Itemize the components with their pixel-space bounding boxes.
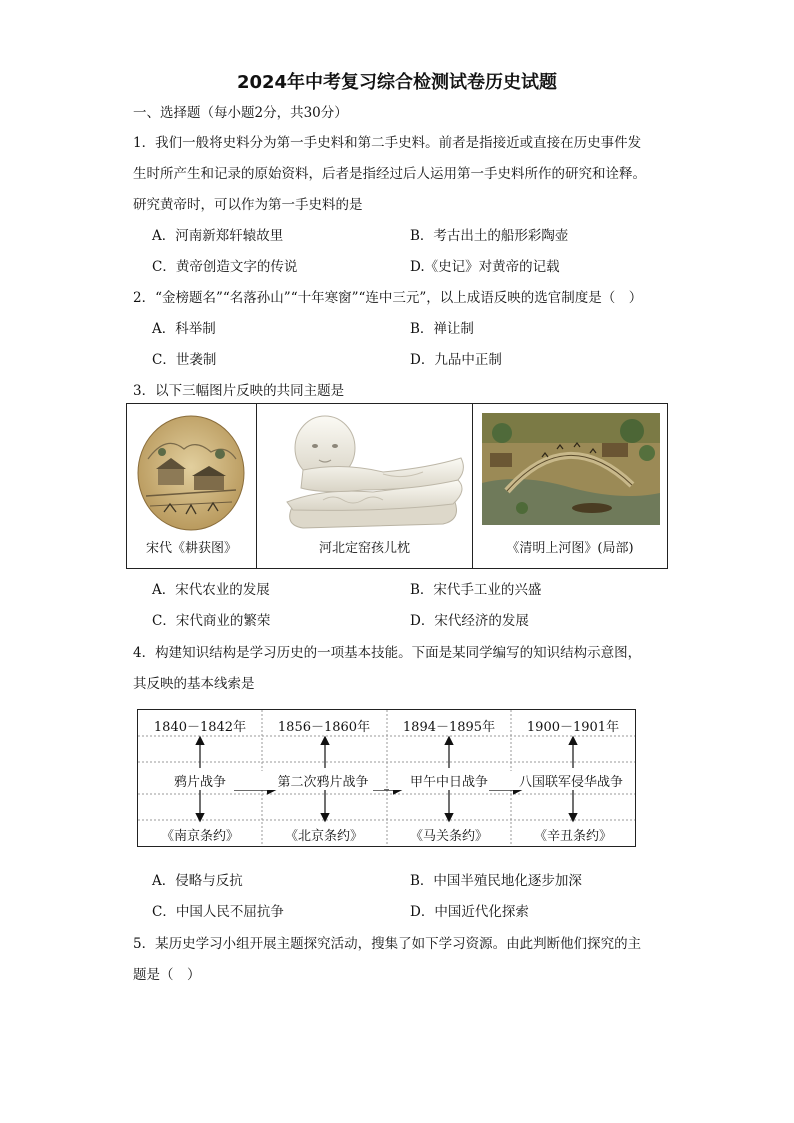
qingming-scroll-image bbox=[482, 413, 660, 525]
q1-option-d[interactable]: D.《史记》对黄帝的记载 bbox=[410, 259, 560, 275]
diagram-war-3: 甲午中日战争 bbox=[389, 771, 509, 790]
q3-option-d[interactable]: D．宋代经济的发展 bbox=[410, 613, 529, 629]
q1-line-3: 研究黄帝时，可以作为第一手史料的是 bbox=[133, 197, 363, 213]
q1-line-1: 1．我们一般将史料分为第一手史料和第二手史料。前者是指接近或直接在历史事件发 bbox=[133, 135, 642, 151]
diagram-year-3: 1894－1895年 bbox=[402, 720, 496, 735]
q3-picture-table bbox=[126, 403, 668, 569]
q4-line-2: 其反映的基本线索是 bbox=[133, 676, 255, 692]
q4-line-1: 4．构建知识结构是学习历史的一项基本技能。下面是某同学编写的知识结构示意图， bbox=[133, 645, 642, 661]
picture-cell-genghuotu bbox=[127, 404, 257, 568]
diagram-year-2: 1856－1860年 bbox=[277, 720, 371, 735]
q3-option-b[interactable]: B．宋代手工业的兴盛 bbox=[410, 582, 542, 598]
q2-option-c[interactable]: C．世袭制 bbox=[152, 352, 217, 368]
q2-line-1: 2．“金榜题名”“名落孙山”“十年寒窗”“连中三元”，以上成语反映的选官制度是（ ） bbox=[133, 290, 643, 306]
caption-gengeuotu: 宋代《耕获图》 bbox=[145, 541, 237, 556]
q2-option-d[interactable]: D．九品中正制 bbox=[410, 352, 502, 368]
q5-line-2: 题是（ ） bbox=[133, 967, 201, 983]
gengeuotu-painting-image bbox=[136, 414, 246, 532]
q5-line-1: 5．某历史学习小组开展主题探究活动，搜集了如下学习资源。由此判断他们探究的主 bbox=[133, 936, 642, 952]
exam-title: 2024年中考复习综合检测试卷历史试题 bbox=[236, 72, 558, 93]
diagram-treaty-1: 《南京条约》 bbox=[160, 829, 239, 844]
picture-cell-pillow bbox=[257, 404, 473, 568]
caption-pillow: 河北定窑孩儿枕 bbox=[318, 541, 410, 556]
caption-qingming: 《清明上河图》(局部) bbox=[506, 541, 634, 556]
q1-option-b[interactable]: B．考古出土的船形彩陶壶 bbox=[410, 228, 569, 244]
knowledge-structure-diagram bbox=[137, 709, 636, 847]
q3-option-c[interactable]: C．宋代商业的繁荣 bbox=[152, 613, 271, 629]
picture-cell-qingming bbox=[473, 404, 667, 568]
q2-option-b[interactable]: B．禅让制 bbox=[410, 321, 474, 337]
ding-kiln-pillow-image bbox=[263, 410, 469, 532]
diagram-war-4: 八国联军侵华战争 bbox=[509, 771, 633, 790]
q3-line-1: 3．以下三幅图片反映的共同主题是 bbox=[133, 383, 345, 399]
q2-option-a[interactable]: A．科举制 bbox=[152, 321, 216, 337]
q1-line-2: 生时所产生和记录的原始资料，后者是指经过后人运用第一手史料所作的研究和诠释。 bbox=[133, 166, 646, 182]
q4-option-a[interactable]: A．侵略与反抗 bbox=[152, 873, 243, 889]
q4-option-b[interactable]: B．中国半殖民地化逐步加深 bbox=[410, 873, 582, 889]
q4-option-c[interactable]: C．中国人民不屈抗争 bbox=[152, 904, 284, 920]
section-heading: 一、选择题（每小题2分，共30分） bbox=[133, 105, 348, 121]
diagram-treaty-3: 《马关条约》 bbox=[409, 829, 488, 844]
diagram-year-1: 1840－1842年 bbox=[153, 720, 247, 735]
q3-option-a[interactable]: A．宋代农业的发展 bbox=[152, 582, 270, 598]
q1-option-c[interactable]: C．黄帝创造文字的传说 bbox=[152, 259, 298, 275]
diagram-treaty-4: 《辛丑条约》 bbox=[533, 829, 612, 844]
q4-option-d[interactable]: D．中国近代化探索 bbox=[410, 904, 529, 920]
diagram-war-1: 鸦片战争 bbox=[138, 771, 262, 790]
q1-option-a[interactable]: A．河南新郑轩辕故里 bbox=[152, 228, 284, 244]
diagram-year-4: 1900－1901年 bbox=[526, 720, 620, 735]
diagram-treaty-2: 《北京条约》 bbox=[284, 829, 363, 844]
diagram-war-2: 第二次鸦片战争 bbox=[262, 771, 384, 790]
